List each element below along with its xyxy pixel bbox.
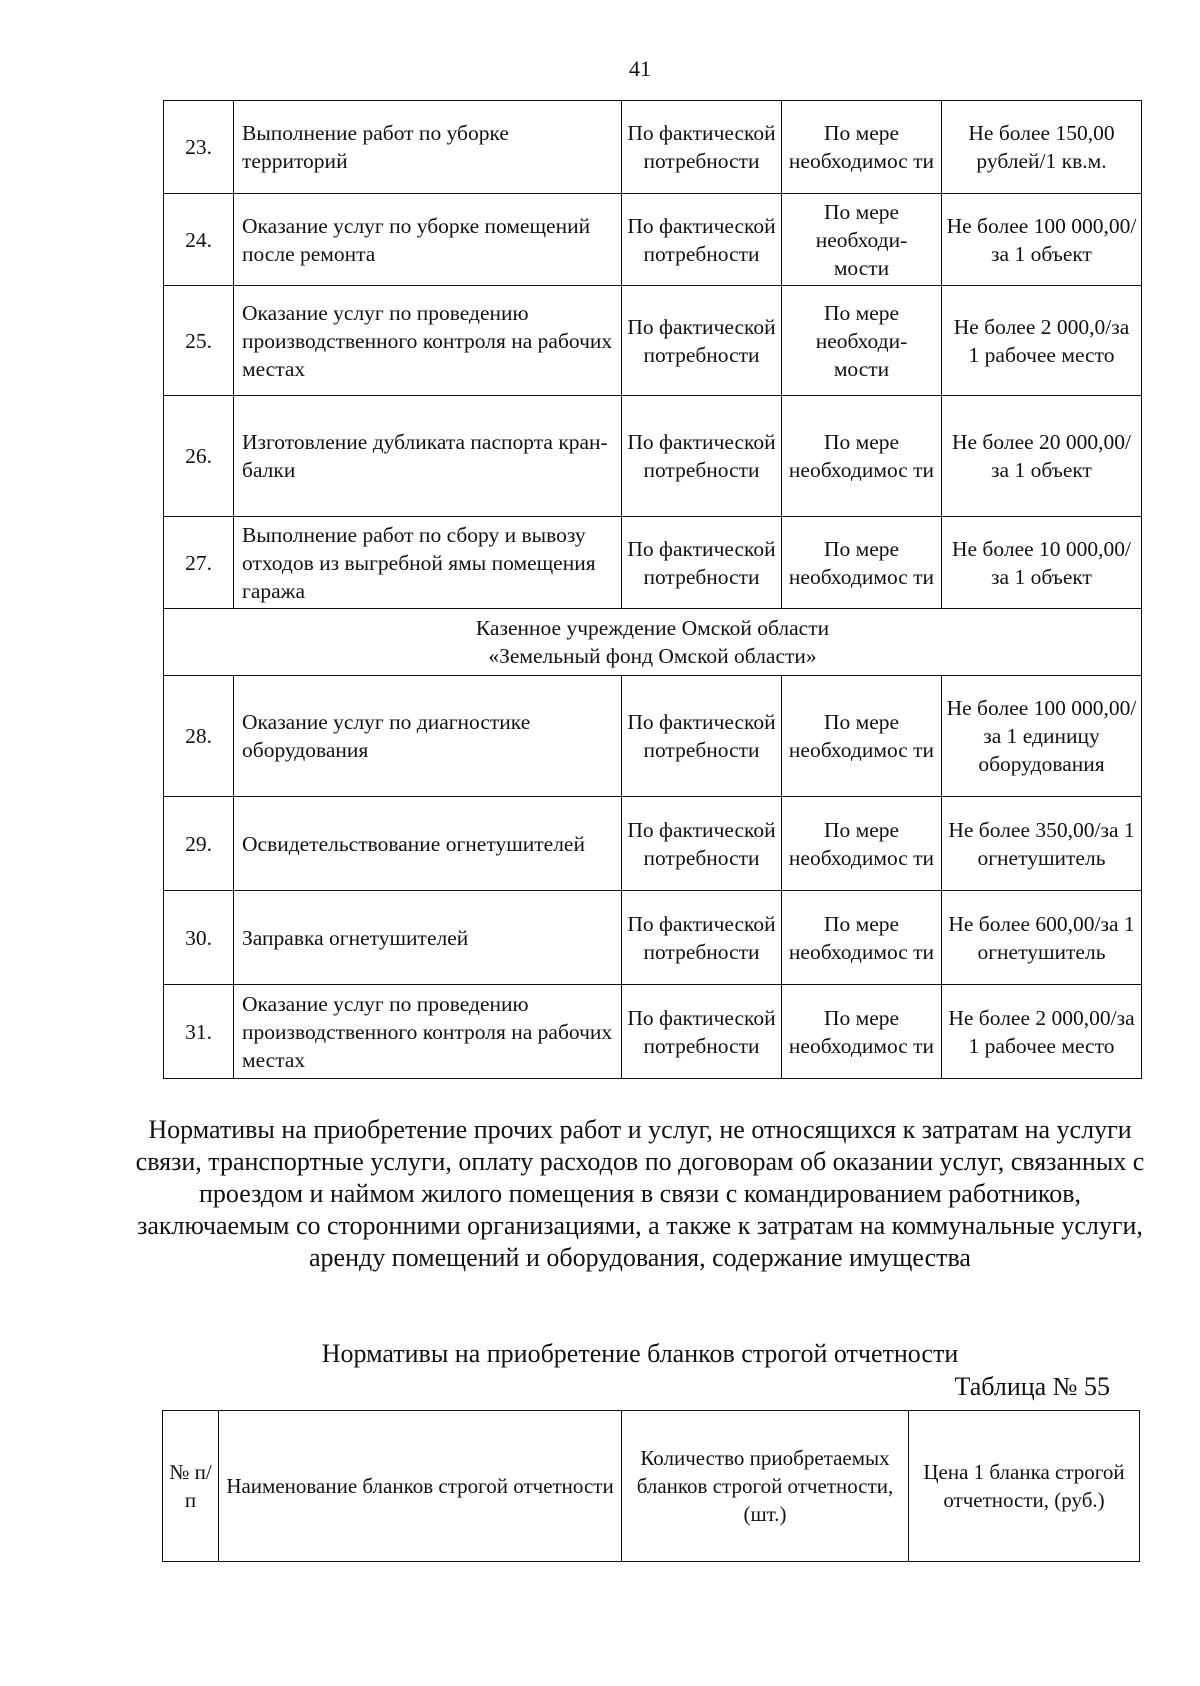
organization-line-2: «Земельный фонд Омской области»	[488, 644, 817, 668]
service-name: Выполнение работ по сбору и вывозу отходов из выгребной ямы помещения гаража	[234, 517, 622, 609]
quantity-cell: По фактической потребности	[622, 891, 782, 985]
quantity-cell: По фактической потребности	[622, 517, 782, 609]
service-name: Оказание услуг по проведению производственного контроля на рабочих местах	[234, 286, 622, 396]
table-row	[164, 194, 1142, 286]
service-name: Оказание услуг по диагностике оборудования	[234, 676, 622, 797]
table-row	[164, 891, 1142, 985]
service-name: Оказание услуг по проведению производственного контроля на рабочих местах	[234, 985, 622, 1079]
row-number: 24.	[164, 194, 234, 286]
period-cell: По мере необходи- мости	[782, 194, 942, 286]
row-number: 27.	[164, 517, 234, 609]
column-header-price: Цена 1 бланка строгой отчетности, (руб.)	[909, 1411, 1140, 1562]
table-row	[164, 286, 1142, 396]
page-number: 41	[629, 56, 651, 81]
row-number: 29.	[164, 797, 234, 891]
quantity-cell: По фактической потребности	[622, 676, 782, 797]
column-header-quantity: Количество приобретаемых бланков строгой отчетности, (шт.)	[622, 1411, 909, 1562]
row-number: 26.	[164, 396, 234, 517]
price-cell: Не более 2 000,00/за 1 рабочее место	[942, 985, 1142, 1079]
organization-name	[164, 609, 1142, 676]
period-cell: По мере необходимос ти	[782, 676, 942, 797]
period-cell: По мере необходимос ти	[782, 101, 942, 194]
forms-table	[162, 1410, 1140, 1562]
row-number: 23.	[164, 101, 234, 194]
table-row	[164, 396, 1142, 517]
row-number: 28.	[164, 676, 234, 797]
period-cell: По мере необходимос ти	[782, 396, 942, 517]
quantity-cell: По фактической потребности	[622, 194, 782, 286]
table-row	[164, 797, 1142, 891]
row-number: 25.	[164, 286, 234, 396]
price-cell: Не более 2 000,0/за 1 рабочее место	[942, 286, 1142, 396]
norms-table	[163, 100, 1142, 1079]
period-cell: По мере необходимос ти	[782, 985, 942, 1079]
service-name: Освидетельствование огнетушителей	[234, 797, 622, 891]
table-row	[164, 517, 1142, 609]
price-cell: Не более 10 000,00/за 1 объект	[942, 517, 1142, 609]
row-number: 30.	[164, 891, 234, 985]
service-name: Изготовление дубликата паспорта кран-балки	[234, 396, 622, 517]
table-row	[164, 985, 1142, 1079]
period-cell: По мере необходи- мости	[782, 286, 942, 396]
period-cell: По мере необходимос ти	[782, 517, 942, 609]
period-cell: По мере необходимос ти	[782, 891, 942, 985]
column-header-number: № п/п	[163, 1411, 219, 1562]
price-cell: Не более 600,00/за 1 огнетушитель	[942, 891, 1142, 985]
service-name: Оказание услуг по уборке помещений после ремонта	[234, 194, 622, 286]
quantity-cell: По фактической потребности	[622, 985, 782, 1079]
row-number: 31.	[164, 985, 234, 1079]
organization-row	[164, 609, 1142, 676]
table-caption: Таблица № 55	[954, 1372, 1110, 1401]
table-header-row	[163, 1411, 1140, 1562]
column-header-name: Наименование бланков строгой отчетности	[219, 1411, 622, 1562]
organization-line-1: Казенное учреждение Омской области	[475, 616, 830, 640]
table-row	[164, 676, 1142, 797]
price-cell: Не более 350,00/за 1 огнетушитель	[942, 797, 1142, 891]
price-cell: Не более 20 000,00/за 1 объект	[942, 396, 1142, 517]
quantity-cell: По фактической потребности	[622, 797, 782, 891]
period-cell: По мере необходимос ти	[782, 797, 942, 891]
quantity-cell: По фактической потребности	[622, 396, 782, 517]
price-cell: Не более 150,00 рублей/1 кв.м.	[942, 101, 1142, 194]
price-cell: Не более 100 000,00/за 1 объект	[942, 194, 1142, 286]
table-row	[164, 101, 1142, 194]
quantity-cell: По фактической потребности	[622, 286, 782, 396]
price-cell: Не более 100 000,00/за 1 единицу оборудования	[942, 676, 1142, 797]
service-name: Заправка огнетушителей	[234, 891, 622, 985]
table-heading: Нормативы на приобретение бланков строгой отчетности	[321, 1339, 959, 1368]
service-name: Выполнение работ по уборке территорий	[234, 101, 622, 194]
section-heading: Нормативы на приобретение прочих работ и услуг, не относящихся к затратам на услуги связи, транспортные услуги, оплату расходов по договорам об оказании услуг, связанных с проездом и наймом жилого помещения в связи с командированием работников, заключаемым со сторонними организациями, а также к затратам на коммунальные услуги, аренду помещений и оборудования, содержание имущества	[135, 1115, 1145, 1272]
quantity-cell: По фактической потребности	[622, 101, 782, 194]
